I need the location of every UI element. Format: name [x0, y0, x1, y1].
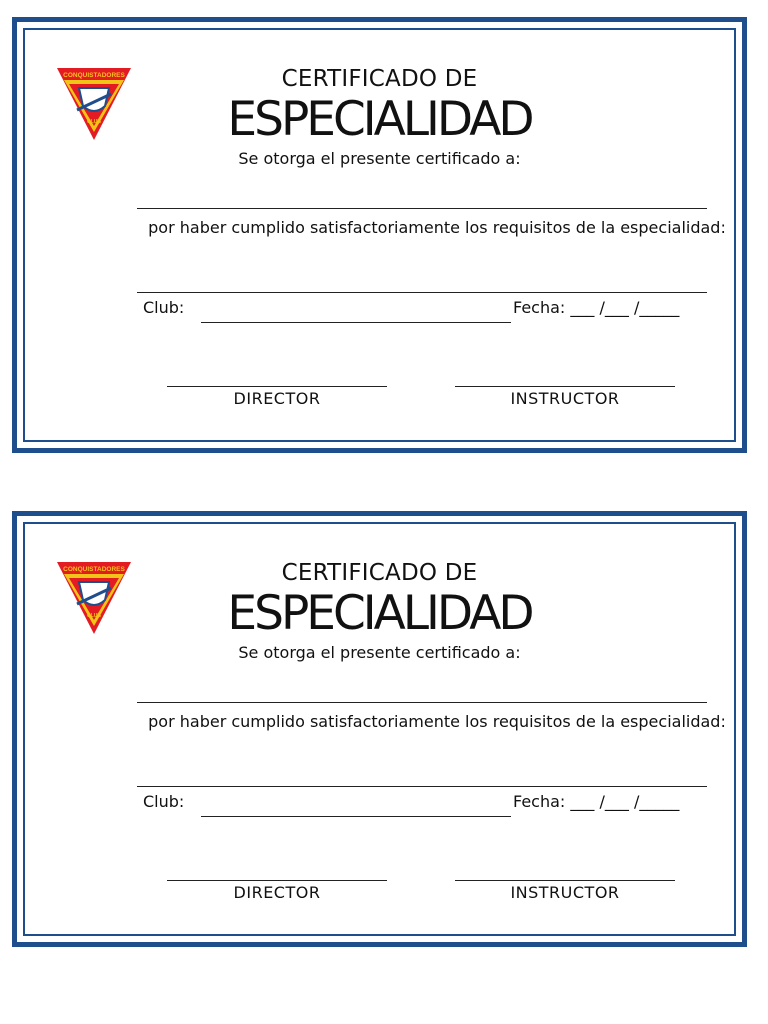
- specialty-line[interactable]: [137, 292, 707, 293]
- intro-text: Se otorga el presente certificado a:: [238, 643, 521, 662]
- recipient-name-line[interactable]: [137, 702, 707, 703]
- heading-small: CERTIFICADO DE: [281, 66, 478, 92]
- svg-text:CONQUISTADORES: CONQUISTADORES: [63, 72, 125, 79]
- svg-text:CLUB: CLUB: [87, 613, 101, 619]
- instructor-label: INSTRUCTOR: [510, 883, 620, 902]
- fecha-field[interactable]: Fecha: ___ /___ /_____: [513, 792, 680, 811]
- director-signature-line[interactable]: [167, 386, 387, 387]
- svg-text:CONQUISTADORES: CONQUISTADORES: [63, 566, 125, 573]
- club-label: Club:: [143, 792, 185, 811]
- fecha-field[interactable]: Fecha: ___ /___ /_____: [513, 298, 680, 317]
- recipient-name-line[interactable]: [137, 208, 707, 209]
- heading-large: ESPECIALIDAD: [227, 92, 532, 147]
- director-label: DIRECTOR: [233, 883, 321, 902]
- certificate-2: [12, 511, 747, 947]
- heading-large: ESPECIALIDAD: [227, 586, 532, 641]
- intro-text: Se otorga el presente certificado a:: [238, 149, 521, 168]
- specialty-line[interactable]: [137, 786, 707, 787]
- director-signature-line[interactable]: [167, 880, 387, 881]
- club-line[interactable]: [201, 816, 511, 817]
- instructor-signature-line[interactable]: [455, 880, 675, 881]
- club-line[interactable]: [201, 322, 511, 323]
- svg-text:CLUB: CLUB: [87, 119, 101, 125]
- requirement-text: por haber cumplido satisfactoriamente los requisitos de la especialidad:: [148, 218, 726, 237]
- certificate-1: [12, 17, 747, 453]
- director-label: DIRECTOR: [233, 389, 321, 408]
- instructor-label: INSTRUCTOR: [510, 389, 620, 408]
- heading-small: CERTIFICADO DE: [281, 560, 478, 586]
- instructor-signature-line[interactable]: [455, 386, 675, 387]
- club-label: Club:: [143, 298, 185, 317]
- requirement-text: por haber cumplido satisfactoriamente los requisitos de la especialidad:: [148, 712, 726, 731]
